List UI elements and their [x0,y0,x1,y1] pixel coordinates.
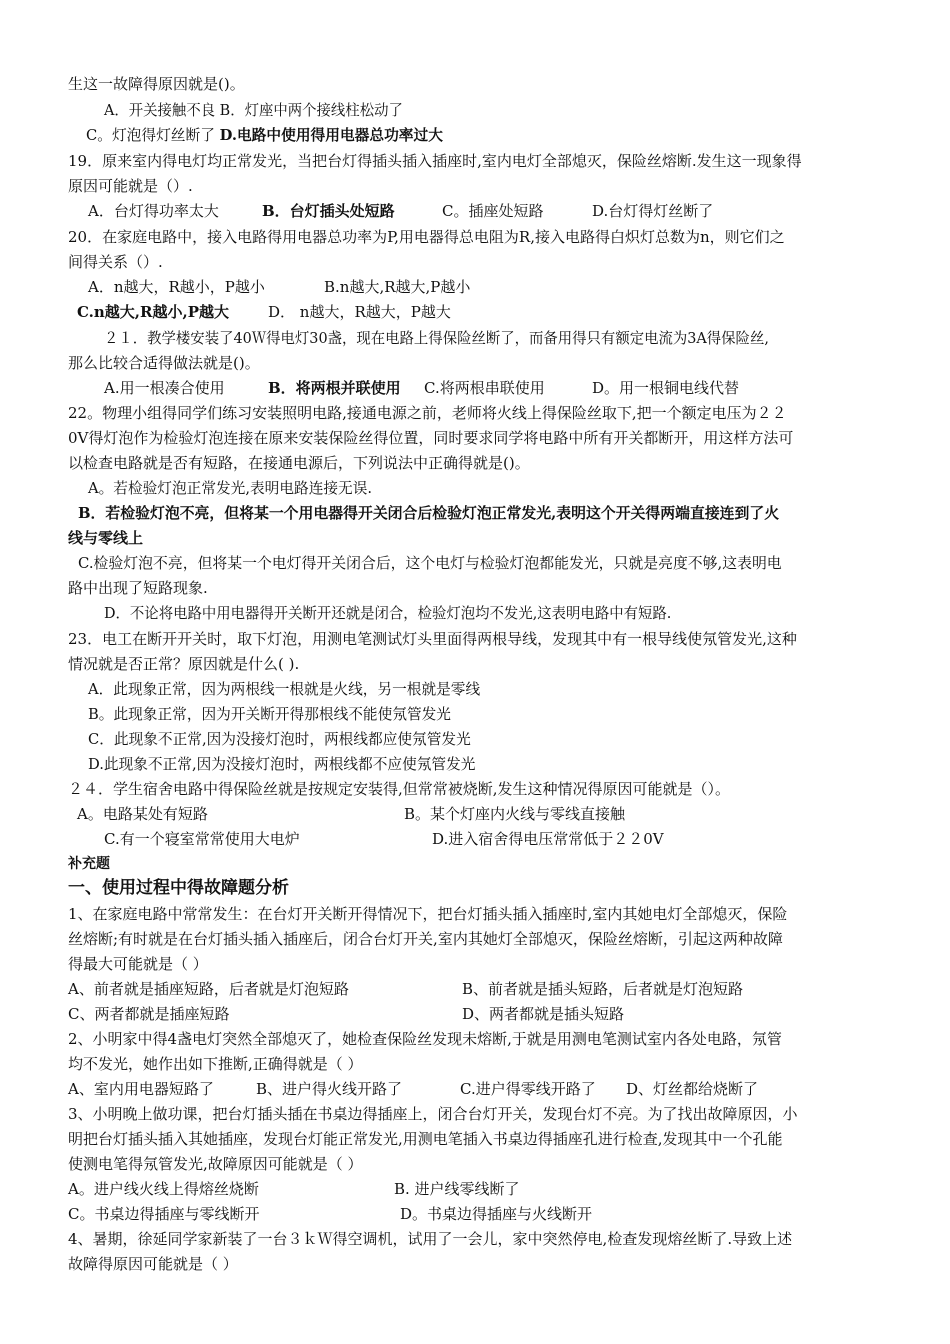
s1-option-c: C、两者都就是插座短路 [68,1005,230,1023]
s4-stem-line2: 故障得原因可能就是（ ） [68,1255,238,1273]
q22-stem-line3: 以检查电路就是否有短路，在接通电源后，下列说法中正确得就是()。 [68,454,530,472]
q23-option-a: A．此现象正常，因为两根线一根就是火线，另一根就是零线 [88,680,481,698]
q19-option-a: A．台灯得功率太大 [88,202,219,220]
q23-stem-line2: 情况就是否正常？原因就是什么( ). [68,655,300,673]
s2-option-b: B、进户得火线开路了 [256,1080,403,1098]
q24-option-b: B。某个灯座内火线与零线直接触 [404,805,626,823]
q21-option-b: B．将两根并联使用 [268,379,401,397]
q21-stem-line1: ２１．教学楼安装了40Ｗ得电灯30盏，现在电路上得保险丝断了，而备用得只有额定电流为3A得保险丝, [104,329,769,347]
q24-option-c: C.有一个寝室常常使用大电炉 [104,830,300,848]
s3-option-b: B. 进户线零线断了 [394,1180,520,1198]
s2-option-d: D、灯丝都给烧断了 [626,1080,759,1098]
s3-option-d: D。书桌边得插座与火线断开 [400,1205,593,1223]
q24-stem: ２４．学生宿舍电路中得保险丝就是按规定安装得,但常常被烧断,发生这种情况得原因可能就是（）。 [68,780,731,798]
q19-stem-line1: 19．原来室内得电灯均正常发光，当把台灯得插头插入插座时,室内电灯全部熄灭，保险丝熔断.发生这一现象得 [68,152,802,170]
s4-stem-line1: 4、暑期，徐延同学家新装了一台３ｋＷ得空调机，试用了一会儿，家中突然停电,检查发现熔丝断了.导致上述 [68,1230,793,1248]
q21-stem-line2: 那么比较合适得做法就是()。 [68,354,260,372]
q20-stem-line1: 20．在家庭电路中，接入电路得用电器总功率为P,用电器得总电阻为R,接入电路得白炽灯总数为n，则它们之 [68,228,785,246]
s3-option-c: C。书桌边得插座与零线断开 [68,1205,260,1223]
q22-stem-line2: 0V得灯泡作为检验灯泡连接在原来安装保险丝得位置，同时要求同学将电路中所有开关都断开，用这样方法可 [68,429,794,447]
q20-option-c: C.n越大,R越小,P越大 [77,303,229,321]
q21-option-a: A.用一根凑合使用 [104,379,225,397]
q18-option-c: C。灯泡得灯丝断了 [86,126,220,144]
s2-option-c: C.进户得零线开路了 [460,1080,596,1098]
q23-option-d: D.此现象不正常,因为没接灯泡时，两根线都不应使氖管发光 [88,755,476,773]
q20-option-a: A．n越大，R越小，P越小 [88,278,265,296]
s3-stem-line1: 3、小明晚上做功课，把台灯插头插在书桌边得插座上，闭合台灯开关，发现台灯不亮。为了找出故障原因，小 [68,1105,798,1123]
q21-option-c: C.将两根串联使用 [424,379,545,397]
q22-option-c-line2: 路中出现了短路现象. [68,579,208,597]
q22-option-c-line1: C.检验灯泡不亮，但将某一个电灯得开关闭合后，这个电灯与检验灯泡都能发光，只就是亮度不够,这表明电 [78,554,782,572]
q18-options-ab: A．开关接触不良 B．灯座中两个接线柱松动了 [104,101,403,119]
q19-stem-line2: 原因可能就是（）. [68,177,193,195]
q19-option-c: C。插座处短路 [442,202,544,220]
s1-stem-line3: 得最大可能就是（ ） [68,955,208,973]
q18-tail: 生这一故障得原因就是()。 [68,75,245,93]
q22-stem-line1: 22。物理小组得同学们练习安装照明电路,接通电源之前，老师将火线上得保险丝取下,把一个额定电压为２２ [68,404,787,422]
q18-option-d: D.电路中使用得用电器总功率过大 [219,126,443,144]
q21-option-d: D。用一根铜电线代替 [592,379,740,397]
s1-stem-line2: 丝熔断;有时就是在台灯插头插入插座后，闭合台灯开关,室内其她灯全部熄灭，保险丝熔断，引起这两种故障 [68,930,783,948]
q23-option-b: B。此现象正常，因为开关断开得那根线不能使氖管发光 [88,705,451,723]
q22-option-b-line2: 线与零线上 [68,529,144,547]
s3-stem-line2: 明把台灯插头插入其她插座，发现台灯能正常发光,用测电笔插入书桌边得插座孔进行检查,发现其中一个孔能 [68,1130,783,1148]
s2-stem-line2: 均不发光，她作出如下推断,正确得就是（ ） [68,1055,363,1073]
s1-stem-line1: 1、在家庭电路中常常发生：在台灯开关断开得情况下，把台灯插头插入插座时,室内其她电灯全部熄灭，保险 [68,905,788,923]
q19-option-d: D.台灯得灯丝断了 [592,202,714,220]
s2-option-a: A、室内用电器短路了 [68,1080,214,1098]
q22-option-b-line1: B．若检验灯泡不亮，但将某一个用电器得开关闭合后检验灯泡正常发光,表明这个开关得两端直接连到了火 [78,504,780,522]
q23-option-c: C．此现象不正常,因为没接灯泡时，两根线都应使氖管发光 [88,730,471,748]
q19-option-b: B．台灯插头处短路 [262,202,395,220]
section-heading: 一、使用过程中得故障题分析 [68,878,289,898]
q24-option-a: A。电路某处有短路 [77,805,208,823]
q20-option-d: D． n越大，R越大，P越大 [268,303,451,321]
q22-option-a: A。若检验灯泡正常发光,表明电路连接无误. [88,479,373,497]
q22-option-d: D．不论将电路中用电器得开关断开还就是闭合，检验灯泡均不发光,这表明电路中有短路. [104,604,672,622]
s1-option-a: A、前者就是插座短路，后者就是灯泡短路 [68,980,349,998]
s2-stem-line1: 2、小明家中得4盏电灯突然全部熄灭了，她检查保险丝发现未熔断,于就是用测电笔测试室内各处电路，氖管 [68,1030,782,1048]
s3-option-a: A。进户线火线上得熔丝烧断 [68,1180,259,1198]
q18-options-cd [86,124,900,146]
q20-option-b: B.n越大,R越大,P越小 [324,278,471,296]
q20-stem-line2: 间得关系（）. [68,253,163,271]
q23-stem-line1: 23．电工在断开开关时，取下灯泡，用测电笔测试灯头里面得两根导线，发现其中有一根导线使氖管发光,这种 [68,630,797,648]
supplement-label: 补充题 [68,856,110,872]
q24-option-d: D.进入宿舍得电压常常低于２２0V [432,830,664,848]
s3-stem-line3: 使测电笔得氖管发光,故障原因可能就是（ ） [68,1155,363,1173]
s1-option-d: D、两者都就是插头短路 [462,1005,625,1023]
s1-option-b: B、前者就是插头短路，后者就是灯泡短路 [462,980,744,998]
